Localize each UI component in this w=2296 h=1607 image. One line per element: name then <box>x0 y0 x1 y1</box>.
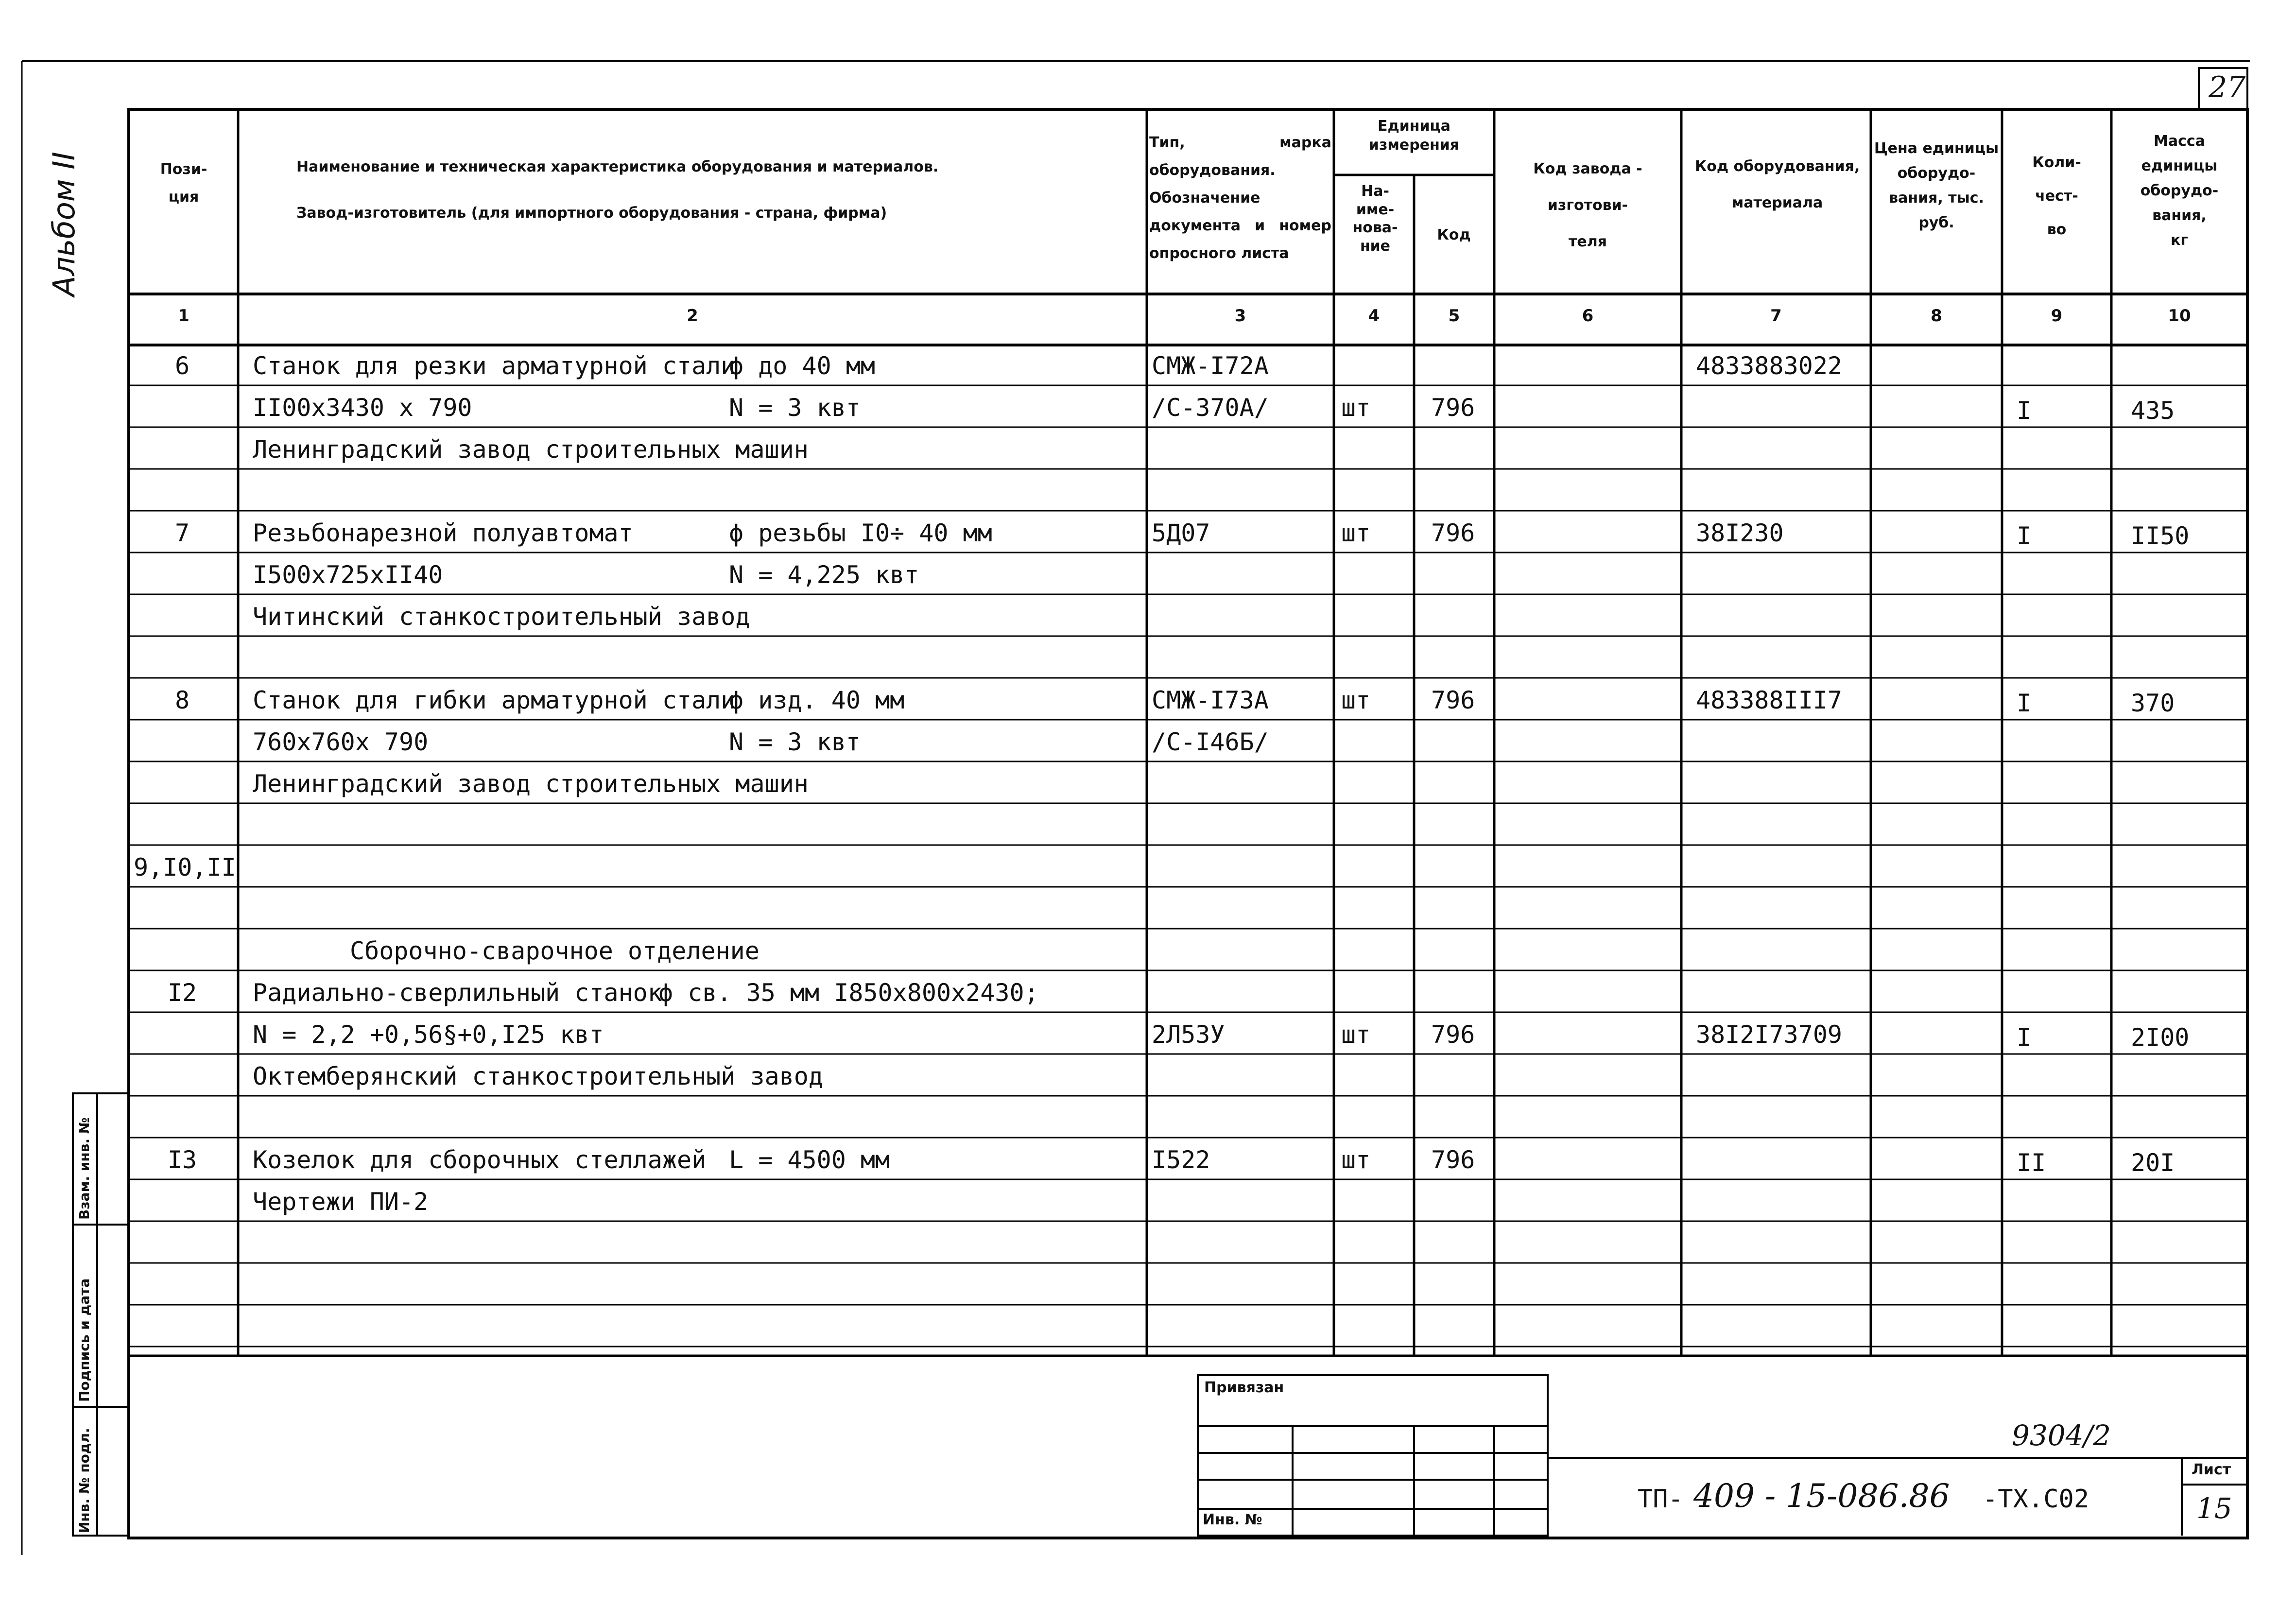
row-spec: ϕ св. 35 мм I850x800x2430; <box>658 979 1039 1007</box>
column-number-2: 2 <box>687 306 698 326</box>
row-unit-code: 796 <box>1431 686 1475 714</box>
row-name: Резьбонарезной полуавтомат <box>253 519 633 547</box>
row-type: /С-I46Б/ <box>1152 728 1269 756</box>
row-name: I500x725xII40 <box>253 561 443 589</box>
row-spec: N = 3 квт <box>729 728 861 756</box>
row-spec: N = 4,225 квт <box>729 561 919 589</box>
designation-suffix: -ТХ.С02 <box>1983 1485 2089 1514</box>
column-number-1: 1 <box>178 306 190 326</box>
row-name: Радиально-сверлильный станок <box>253 979 662 1007</box>
header-price: Цена единицы оборудо- вания, тыс. руб. <box>1874 140 1999 231</box>
header-unit-code: Код <box>1437 226 1471 243</box>
header-type: Тип, марка оборудования. Обозначение документа и номер опросного листа <box>1149 134 1331 262</box>
column-number-8: 8 <box>1931 306 1942 326</box>
row-quantity: II <box>2017 1149 2046 1177</box>
row-name: Октемберянский станкостроительный завод <box>253 1062 823 1090</box>
row-name: 760x760x 790 <box>253 728 429 756</box>
row-type: 2Л53У <box>1152 1020 1225 1049</box>
row-name: Ленинградский завод строительных машин <box>253 435 809 464</box>
row-position: I3 <box>167 1146 197 1174</box>
row-type: 5Д07 <box>1152 519 1210 547</box>
row-type: I522 <box>1152 1146 1210 1174</box>
row-spec: L = 4500 мм <box>729 1146 890 1174</box>
header-name-line2: Завод-изготовитель (для импортного оборудования - страна, фирма) <box>296 205 887 222</box>
header-name-line1: Наименование и техническая характеристика оборудования и материалов. <box>296 158 939 175</box>
row-quantity: I <box>2017 522 2032 550</box>
row-quantity: I <box>2017 1023 2032 1052</box>
row-spec: ϕ резьбы I0÷ 40 мм <box>729 519 992 547</box>
row-position: 6 <box>174 352 190 380</box>
column-number-6: 6 <box>1582 306 1594 326</box>
stamp-inv-no-label: Инв. № <box>1203 1511 1262 1528</box>
designation-prefix: ТП- <box>1638 1485 1683 1514</box>
designation-handwritten: 409 - 15-086.86 <box>1693 1477 1950 1515</box>
row-name: II00x3430 x 790 <box>253 394 472 422</box>
stamp-privyazan-label: Привязан <box>1204 1379 1284 1396</box>
margin-inv-podl: Инв. № подл. <box>76 1428 92 1533</box>
row-position: I2 <box>167 979 197 1007</box>
row-unit-code: 796 <box>1431 519 1475 547</box>
column-number-7: 7 <box>1770 306 1782 326</box>
row-name: Ленинградский завод строительных машин <box>253 770 809 798</box>
row-quantity: I <box>2017 689 2032 717</box>
page-number: 27 <box>2209 70 2246 104</box>
sheet-label: Лист <box>2192 1461 2231 1478</box>
row-name: Станок для гибки арматурной стали <box>253 686 736 714</box>
header-mass: Масса единицы оборудо- вания, кг <box>2140 133 2219 249</box>
column-number-9: 9 <box>2051 306 2063 326</box>
row-unit-code: 796 <box>1431 1020 1475 1049</box>
column-number-4: 4 <box>1368 306 1380 326</box>
row-position: 7 <box>174 519 190 547</box>
column-number-5: 5 <box>1448 306 1460 326</box>
row-unit: шт <box>1341 1020 1371 1049</box>
row-mass: 2I00 <box>2131 1023 2190 1052</box>
column-number-3: 3 <box>1234 306 1246 326</box>
header-unit-name: На- име- нова- ние <box>1352 183 1398 255</box>
row-name: Сборочно-сварочное отделение <box>350 937 760 965</box>
row-unit: шт <box>1341 686 1371 714</box>
header-quantity: Коли- чест- во <box>2032 154 2081 238</box>
row-name: Станок для резки арматурной стали <box>253 352 736 380</box>
row-mass: 370 <box>2131 689 2175 717</box>
row-type: СМЖ-I73А <box>1152 686 1269 714</box>
row-name: N = 2,2 +0,56§+0,I25 квт <box>253 1020 604 1049</box>
album-label: Альбом II <box>46 152 82 296</box>
row-mass: II50 <box>2131 522 2190 550</box>
header-equipment-code: Код оборудования, материала <box>1694 158 1860 211</box>
row-type: СМЖ-I72А <box>1152 352 1269 380</box>
row-name: Читинский станкостроительный завод <box>253 603 750 631</box>
row-equipment-code: 483388III7 <box>1696 686 1843 714</box>
header-position: Пози- ция <box>160 161 207 206</box>
row-name: Козелок для сборочных стеллажей <box>253 1146 707 1174</box>
row-position: 9,I0,II <box>134 853 236 881</box>
column-number-10: 10 <box>2168 306 2191 326</box>
row-unit: шт <box>1341 519 1371 547</box>
row-mass: 435 <box>2131 397 2175 425</box>
row-equipment-code: 4833883022 <box>1696 352 1843 380</box>
row-type: /С-370А/ <box>1152 394 1269 422</box>
header-factory-code: Код завода - изготови- теля <box>1533 160 1642 250</box>
row-equipment-code: 38I2I73709 <box>1696 1020 1843 1049</box>
row-spec: N = 3 квт <box>729 394 861 422</box>
row-equipment-code: 38I230 <box>1696 519 1784 547</box>
project-number: 9304/2 <box>2012 1419 2111 1452</box>
row-unit-code: 796 <box>1431 394 1475 422</box>
row-name: Чертежи ПИ-2 <box>253 1188 429 1216</box>
row-unit-code: 796 <box>1431 1146 1475 1174</box>
row-unit: шт <box>1341 1146 1371 1174</box>
row-position: 8 <box>174 686 190 714</box>
row-spec: ϕ изд. 40 мм <box>729 686 905 714</box>
row-mass: 20I <box>2131 1149 2175 1177</box>
row-quantity: I <box>2017 397 2032 425</box>
margin-vzam-inv: Взам. инв. № <box>76 1117 92 1220</box>
header-unit-group: Единица измерения <box>1368 118 1460 154</box>
sheet-number: 15 <box>2196 1492 2232 1525</box>
row-unit: шт <box>1341 394 1371 422</box>
margin-podpis-data: Подпись и дата <box>76 1278 92 1402</box>
row-spec: ϕ до 40 мм <box>729 352 876 380</box>
